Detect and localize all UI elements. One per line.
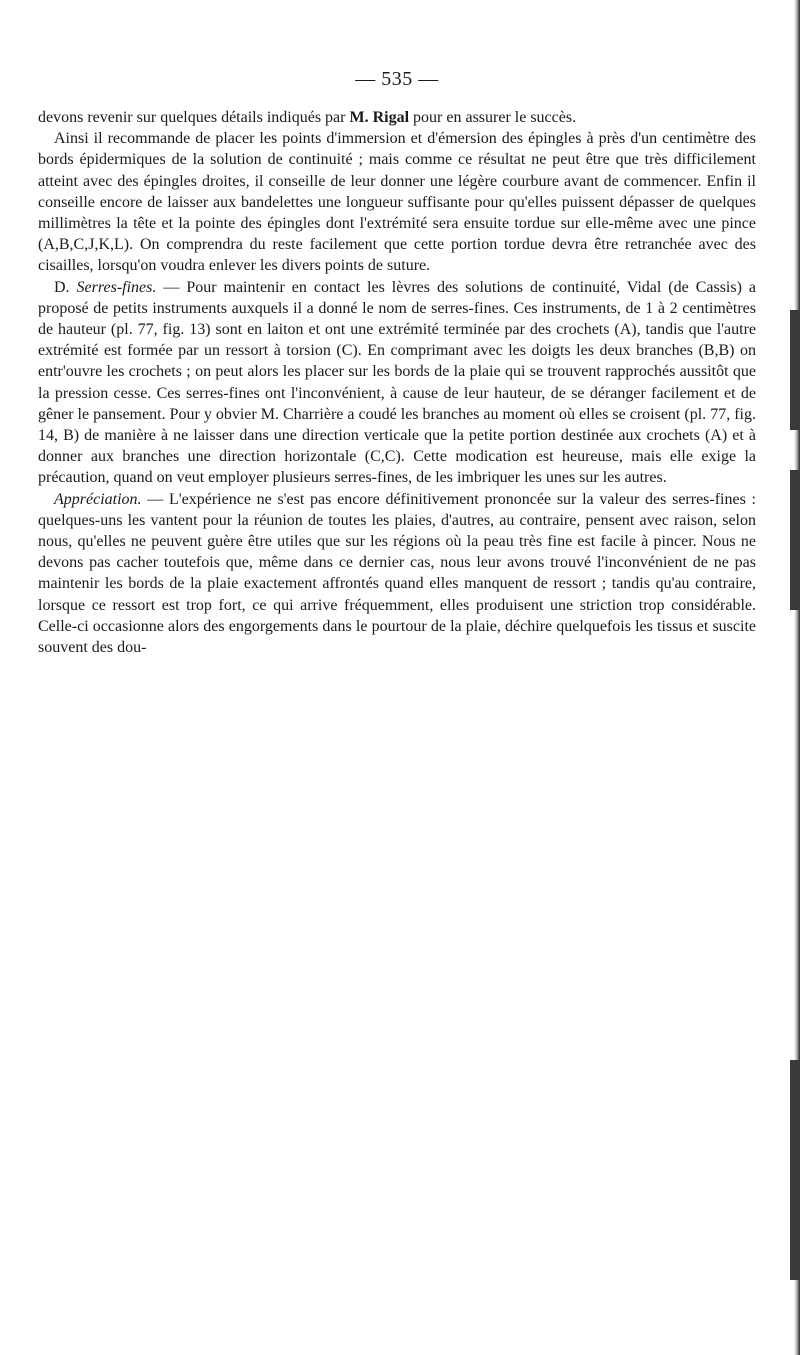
scan-edge-shadow [790, 470, 800, 610]
text-segment: — Pour maintenir en contact les lèvres des solutions de continuité, Vidal (de Cassis) a proposé de petits instruments auxquels il a donné le nom de serres-fines. Ces instruments, de 1 à 2 centimètres de hauteur (pl. 77, fig. 13) sont en laiton et ont une extrémité terminée par des crochets (A), tandis que l'autre extrémité est formée par un ressort à torsion (C). En comprimant avec les doigts les deux branches (B,B) on entr'ouvre les crochets ; on peut alors les placer sur les bords de la plaie qui se trouvent rapprochés aussitôt que la pression cesse. Ces serres-fines ont l'inconvénient, à cause de leur hauteur, de se déranger facilement et de gêner le pansement. Pour y obvier M. Charrière a coudé les branches au moment où elles se croisent (pl. 77, fig. 14, B) de manière à ne laisser dans une direction verticale que la petite portion destinée aux crochets (A) et à donner aux branches une direction horizontale (C,C). Cette modication est heureuse, mais elle exige la précaution, quand on veut employer plusieurs serres-fines, de les imbriquer les unes sur les autres. [38, 278, 756, 487]
author-name: M. Rigal [349, 109, 410, 126]
paragraph-appreciation [38, 489, 756, 659]
scan-edge-shadow [790, 1060, 800, 1280]
text-segment: pour en assurer le succès. [409, 109, 577, 126]
section-heading: Serres-fines. [76, 278, 157, 296]
book-page [38, 0, 756, 1355]
text-segment: Ainsi il recommande de placer les points d'immersion et d'émersion des épingles à près d'un centimètre des bords épidermiques de la solution de continuité ; mais comme ce résultat ne peut être que très difficilement atteint avec des épingles droites, il conseille de leur donner une légère courbure avant de commencer. Enfin il conseille encore de laisser aux bandelettes une longueur suffisante pour qu'elles puissent dépasser de quelques millimètres la tête et la pointe des épingles dont l'extrémité sera ensuite tordue sur elle-même avec une pince (A,B,C,J,K,L). On comprendra du reste facilement que cette portion tordue devra être retranchée avec des cisailles, lorsqu'on voudra enlever les divers points de suture. [38, 130, 756, 275]
section-letter: D. [54, 278, 77, 296]
section-heading: Appréciation. [54, 490, 142, 508]
text-segment: devons revenir sur quelques détails indiqués par [38, 109, 350, 126]
paragraph-rigal-method [38, 128, 756, 276]
body-text [38, 107, 756, 658]
text-segment: — L'expérience ne s'est pas encore définitivement prononcée sur la valeur des serres-fines : quelques-uns les vantent pour la réunion de toutes les plaies, d'autres, au contraire, pensent avec raison, selon nous, qu'elles ne peuvent guère être utiles que sur les régions où la peau très fine est facile à pincer. Nous ne devons pas cacher toutefois que, même dans ce dernier cas, nous leur avons trouvé l'inconvénient de ne pas maintenir les bords de la plaie exactement affrontés quand elles manquent de ressort ; tandis qu'au contraire, lorsque ce ressort est trop fort, ce qui arrive fréquemment, elles produisent une striction trop considérable. Celle-ci occasionne alors des engorgements dans le pourtour de la plaie, déchire quelquefois les tissus et suscite souvent des dou- [38, 490, 756, 657]
paragraph-continuation [38, 107, 756, 128]
paragraph-serres-fines [38, 277, 756, 489]
scan-edge-shadow [790, 310, 800, 430]
page-number-header: — 535 — [355, 68, 439, 90]
